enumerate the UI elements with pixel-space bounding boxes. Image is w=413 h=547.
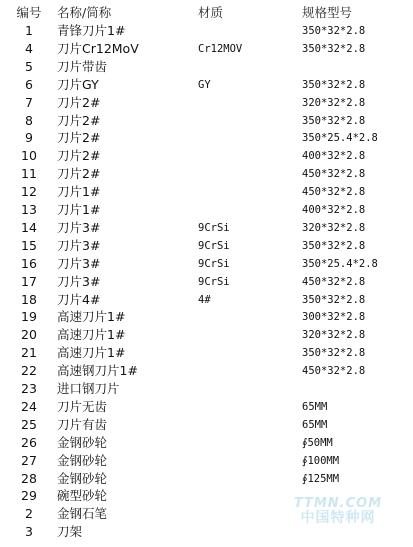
row-name: 刀片有齿 [57, 416, 108, 432]
row-material: 9CrSi [198, 257, 230, 270]
row-name: 高速刀片1# [57, 309, 126, 325]
row-spec: 450*32*2.8 [302, 186, 366, 199]
row-no: 15 [21, 237, 37, 253]
row-spec: 450*32*2.8 [302, 365, 366, 378]
table-row [0, 112, 413, 130]
header-name: 名称/简称 [57, 5, 112, 20]
row-material: Cr12MOV [198, 42, 243, 55]
row-no: 21 [21, 345, 37, 361]
row-spec: 350*32*2.8 [302, 25, 366, 37]
row-spec: 320*32*2.8 [302, 221, 366, 234]
row-name: 刀片2# [57, 148, 101, 164]
row-no: 4 [25, 40, 33, 56]
row-name: 金钢砂轮 [57, 434, 108, 450]
row-name: 刀片无齿 [57, 398, 108, 414]
watermark-logo [268, 497, 408, 525]
table-row [0, 129, 413, 147]
row-name: 刀片2# [57, 130, 101, 146]
table-row [0, 40, 413, 58]
row-material: 9CrSi [198, 221, 230, 234]
row-name: 刀片3# [57, 255, 101, 271]
table-row [0, 344, 413, 362]
row-name: 刀片2# [57, 166, 101, 182]
row-spec: 350*32*2.8 [302, 78, 366, 91]
row-no: 22 [21, 363, 37, 379]
row-no: 29 [21, 488, 37, 504]
row-name: 刀片GY [57, 76, 99, 92]
row-no: 27 [21, 452, 37, 468]
row-no: 16 [21, 255, 37, 271]
row-spec: 350*32*2.8 [302, 293, 366, 306]
table-row [0, 416, 413, 434]
row-no: 23 [21, 381, 37, 396]
row-no: 18 [21, 291, 37, 307]
table-row [0, 398, 413, 416]
row-no: 10 [21, 148, 37, 164]
row-spec: 65MM [302, 400, 328, 413]
row-no: 17 [21, 273, 37, 289]
row-material: 9CrSi [198, 275, 230, 288]
row-name: 刀片1# [57, 202, 101, 217]
row-name: 刀片3# [57, 219, 101, 235]
row-name: 刀片Cr12MoV [57, 40, 139, 56]
row-spec: 450*32*2.8 [302, 168, 366, 181]
header-no: 编号 [16, 5, 42, 20]
row-spec: 350*25.4*2.8 [302, 257, 378, 270]
row-name: 高速刀片1# [57, 345, 126, 361]
row-name: 刀片带齿 [57, 58, 108, 74]
table-row [0, 147, 413, 165]
row-spec: 400*32*2.8 [302, 150, 366, 163]
row-no: 14 [21, 219, 37, 235]
row-spec: 400*32*2.8 [302, 204, 366, 216]
row-name: 金钢石笔 [57, 506, 108, 522]
table-row [0, 22, 413, 40]
table-row [0, 326, 413, 344]
row-spec: 450*32*2.8 [302, 275, 366, 288]
row-name: 碗型砂轮 [57, 488, 108, 504]
row-no: 13 [21, 202, 37, 217]
row-no: 8 [25, 112, 33, 128]
row-spec: 350*32*2.8 [302, 114, 366, 127]
table-row [0, 165, 413, 183]
row-no: 11 [21, 166, 37, 182]
row-no: 26 [21, 434, 37, 450]
table-row [0, 273, 413, 291]
row-no: 6 [25, 76, 33, 92]
table-row [0, 452, 413, 470]
row-spec: 350*32*2.8 [302, 347, 366, 360]
row-name: 金钢砂轮 [57, 452, 108, 468]
row-no: 28 [21, 470, 37, 486]
row-no: 20 [21, 327, 37, 343]
table-row [0, 219, 413, 237]
row-no: 2 [25, 506, 33, 522]
row-name: 高速刀片1# [57, 327, 126, 343]
row-name: 刀片2# [57, 112, 101, 128]
table-row [0, 76, 413, 94]
row-name: 刀片1# [57, 184, 101, 200]
row-spec: ∮50MM [302, 436, 333, 449]
header-material: 材质 [198, 5, 224, 20]
table-row [0, 94, 413, 112]
row-no: 19 [21, 309, 37, 325]
table-row [0, 255, 413, 273]
row-name: 青锋刀片1# [57, 23, 126, 38]
table-header [0, 4, 413, 22]
row-spec: ∮125MM [302, 472, 340, 485]
table-row [0, 434, 413, 452]
table-row [0, 201, 413, 219]
table-row [0, 362, 413, 380]
row-spec: ∮100MM [302, 454, 340, 467]
table-row [0, 380, 413, 398]
row-no: 3 [25, 524, 33, 540]
row-spec: 300*32*2.8 [302, 311, 366, 324]
row-spec: 350*32*2.8 [302, 42, 366, 55]
row-name: 金钢砂轮 [57, 470, 108, 486]
row-no: 5 [25, 58, 33, 74]
header-spec: 规格型号 [302, 5, 353, 20]
row-spec: 320*32*2.8 [302, 329, 366, 342]
row-name: 刀片2# [57, 94, 101, 110]
table-row [0, 58, 413, 76]
row-spec: 65MM [302, 418, 328, 431]
row-material: 9CrSi [198, 239, 230, 252]
row-name: 刀片3# [57, 273, 101, 289]
table-row [0, 183, 413, 201]
row-spec: 350*25.4*2.8 [302, 132, 378, 145]
row-spec: 350*32*2.8 [302, 239, 366, 252]
watermark-line-1: TTMN.COM [293, 496, 383, 511]
row-no: 25 [21, 416, 37, 432]
table-row [0, 291, 413, 309]
table-row [0, 308, 413, 326]
row-name: 刀架 [57, 524, 83, 540]
row-no: 9 [25, 130, 33, 146]
watermark-line-2: 中国特种网 [300, 509, 376, 526]
row-no: 7 [25, 94, 33, 110]
row-name: 刀片4# [57, 291, 101, 307]
row-name: 进口钢刀片 [57, 381, 120, 396]
row-material: GY [198, 78, 211, 91]
row-material: 4# [198, 293, 211, 306]
row-no: 12 [21, 184, 37, 200]
row-spec: 320*32*2.8 [302, 96, 366, 109]
table-row [0, 523, 413, 541]
table-row [0, 237, 413, 255]
table-row [0, 470, 413, 488]
row-name: 高速钢刀片1# [57, 363, 138, 379]
row-no: 24 [21, 398, 37, 414]
row-name: 刀片3# [57, 237, 101, 253]
row-no: 1 [25, 23, 33, 38]
